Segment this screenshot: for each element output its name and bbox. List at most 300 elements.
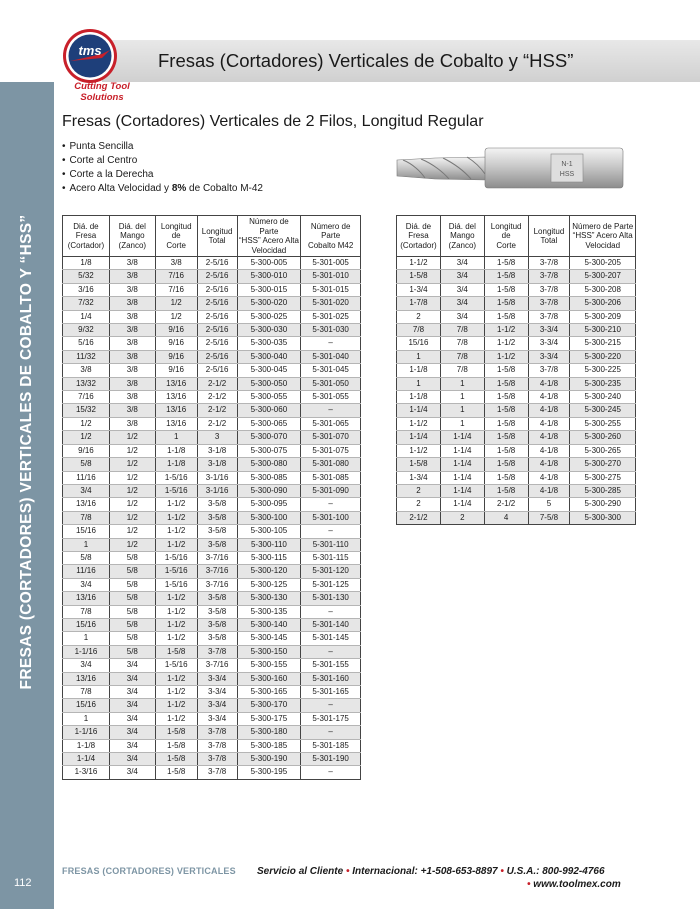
table-cell: 5-301-100 <box>301 511 361 524</box>
table-cell: 5-301-045 <box>301 364 361 377</box>
table-cell: – <box>301 605 361 618</box>
table-cell: 1-1/4 <box>440 444 484 457</box>
table-cell: 3-7/8 <box>197 726 237 739</box>
table-cell: 15/16 <box>397 337 441 350</box>
table-cell: 5-301-190 <box>301 753 361 766</box>
table-cell: 5-300-195 <box>237 766 301 779</box>
table-cell: 5-300-207 <box>570 270 636 283</box>
table-row <box>63 645 361 658</box>
table-cell: – <box>301 525 361 538</box>
table-cell: 1-3/16 <box>63 766 110 779</box>
table-cell: 4 <box>484 511 528 524</box>
column-header: Longitud Total <box>197 216 237 257</box>
table-cell: 5-301-025 <box>301 310 361 323</box>
table-cell: 5-301-115 <box>301 551 361 564</box>
table-cell: 5-300-170 <box>237 699 301 712</box>
table-cell: 9/16 <box>155 337 197 350</box>
table-cell: 3-3/4 <box>197 712 237 725</box>
table-cell: 2 <box>397 498 441 511</box>
table-row <box>397 364 636 377</box>
table-row <box>397 431 636 444</box>
table-cell: 5-301-155 <box>301 659 361 672</box>
table-cell: 1-5/16 <box>155 659 197 672</box>
table-cell: 2-5/16 <box>197 364 237 377</box>
table-row <box>397 270 636 283</box>
table-cell: 5-301-175 <box>301 712 361 725</box>
table-cell: 5-300-090 <box>237 484 301 497</box>
table-row <box>397 444 636 457</box>
table-cell: 15/16 <box>63 525 110 538</box>
footer-contact: Servicio al Cliente • Internacional: +1-508-653-8897 • U.S.A.: 800-992-4766 <box>257 866 605 877</box>
table-cell: 5-300-085 <box>237 471 301 484</box>
table-cell: 2-1/2 <box>197 391 237 404</box>
table-cell: 5-301-075 <box>301 444 361 457</box>
table-row <box>397 471 636 484</box>
table-row <box>397 391 636 404</box>
table-row <box>63 417 361 430</box>
table-cell: 4-1/8 <box>528 404 570 417</box>
sidebar <box>0 82 54 909</box>
table-cell: 1-1/4 <box>440 484 484 497</box>
table-row <box>63 766 361 779</box>
page-title: Fresas (Cortadores) Verticales de Cobalto y “HSS” <box>158 50 574 71</box>
table-cell: 5-300-255 <box>570 417 636 430</box>
table-cell: 1-5/8 <box>155 753 197 766</box>
table-cell: 3-1/8 <box>197 458 237 471</box>
table-cell: 3/4 <box>63 484 110 497</box>
table-row <box>63 659 361 672</box>
table-cell: 1-5/8 <box>484 484 528 497</box>
table-cell: 13/16 <box>155 391 197 404</box>
table-cell: 5-300-025 <box>237 310 301 323</box>
table-cell: 3/8 <box>155 257 197 270</box>
table-cell: 5-301-005 <box>301 257 361 270</box>
table-cell: 5-301-140 <box>301 618 361 631</box>
table-cell: 1-3/4 <box>397 471 441 484</box>
table-row <box>63 404 361 417</box>
table-cell: 5/8 <box>109 618 155 631</box>
table-cell: 1-1/4 <box>440 498 484 511</box>
table-cell: 7/32 <box>63 297 110 310</box>
table-cell: 2-5/16 <box>197 270 237 283</box>
table-cell: 4-1/8 <box>528 431 570 444</box>
table-cell: 5-300-270 <box>570 458 636 471</box>
table-cell: 3/8 <box>109 310 155 323</box>
table-cell: 3-7/8 <box>197 645 237 658</box>
table-cell: 1-1/2 <box>484 324 528 337</box>
table-cell: 3-7/8 <box>528 364 570 377</box>
table-cell: 3-7/8 <box>528 270 570 283</box>
table-cell: 1/2 <box>109 431 155 444</box>
table-cell: 5-301-120 <box>301 565 361 578</box>
table-row <box>63 431 361 444</box>
table-cell: 2-1/2 <box>484 498 528 511</box>
table-cell: 13/16 <box>63 672 110 685</box>
column-header: Longitud de Corte <box>155 216 197 257</box>
table-cell: 9/16 <box>63 444 110 457</box>
table-cell: 5/8 <box>109 565 155 578</box>
table-cell: 7/16 <box>63 391 110 404</box>
table-cell: 3/8 <box>109 337 155 350</box>
table-row <box>63 739 361 752</box>
table-cell: 1 <box>63 538 110 551</box>
table-cell: 5/16 <box>63 337 110 350</box>
table-cell: 3-5/8 <box>197 618 237 631</box>
table-cell: 3-5/8 <box>197 525 237 538</box>
table-row <box>397 404 636 417</box>
table-cell: 1-1/2 <box>484 350 528 363</box>
table-row <box>63 498 361 511</box>
table-cell: – <box>301 404 361 417</box>
table-cell: 3/4 <box>63 578 110 591</box>
table-cell: 5/8 <box>109 592 155 605</box>
table-row <box>397 297 636 310</box>
table-cell: 5-300-290 <box>570 498 636 511</box>
feature-list <box>62 140 263 196</box>
table-cell: 5-300-110 <box>237 538 301 551</box>
table-cell: 1-1/8 <box>155 458 197 471</box>
table-cell: 1-1/2 <box>397 444 441 457</box>
table-cell: 5-300-070 <box>237 431 301 444</box>
table-cell: 3/8 <box>109 377 155 390</box>
table-row <box>63 712 361 725</box>
table-cell: 1 <box>155 431 197 444</box>
column-header: Diá. del Mango (Zanco) <box>109 216 155 257</box>
table-cell: 5-300-125 <box>237 578 301 591</box>
table-row <box>63 350 361 363</box>
table-cell: 1-1/2 <box>155 699 197 712</box>
table-row <box>63 672 361 685</box>
table-cell: 3/16 <box>63 283 110 296</box>
table-cell: 5-300-120 <box>237 565 301 578</box>
website-link[interactable]: www.toolmex.com <box>533 879 621 890</box>
table-row <box>63 257 361 270</box>
table-cell: 4-1/8 <box>528 377 570 390</box>
table-cell: 5/8 <box>109 605 155 618</box>
table-cell: 5/8 <box>109 645 155 658</box>
column-header: Diá. de Fresa (Cortador) <box>63 216 110 257</box>
table-cell: 3-7/16 <box>197 565 237 578</box>
table-cell: 5-300-260 <box>570 431 636 444</box>
right-spec-table <box>396 215 636 525</box>
table-cell: 5-301-050 <box>301 377 361 390</box>
table-cell: 2 <box>397 310 441 323</box>
table-cell: 1-1/2 <box>155 605 197 618</box>
table-cell: 3/4 <box>109 766 155 779</box>
table-row <box>63 565 361 578</box>
table-cell: 13/32 <box>63 377 110 390</box>
table-cell: 2-5/16 <box>197 297 237 310</box>
table-cell: 3-5/8 <box>197 511 237 524</box>
table-cell: 5-300-265 <box>570 444 636 457</box>
table-cell: 5/8 <box>109 551 155 564</box>
page-number: 112 <box>14 877 32 889</box>
table-cell: 3/4 <box>440 257 484 270</box>
table-cell: 2-5/16 <box>197 324 237 337</box>
table-cell: 4-1/8 <box>528 391 570 404</box>
table-cell: 5-300-140 <box>237 618 301 631</box>
table-cell: 3-7/8 <box>528 310 570 323</box>
table-cell: 5-301-065 <box>301 417 361 430</box>
table-cell: 5-300-030 <box>237 324 301 337</box>
table-cell: 7/8 <box>440 350 484 363</box>
table-cell: 3/4 <box>109 726 155 739</box>
table-row <box>63 364 361 377</box>
table-cell: 5-300-055 <box>237 391 301 404</box>
table-cell: 5-301-145 <box>301 632 361 645</box>
table-cell: 3/8 <box>109 364 155 377</box>
table-cell: 3-5/8 <box>197 538 237 551</box>
table-row <box>63 632 361 645</box>
table-cell: 5-300-095 <box>237 498 301 511</box>
table-cell: 5-300-105 <box>237 525 301 538</box>
table-cell: 1-5/8 <box>155 726 197 739</box>
column-header: Longitud Total <box>528 216 570 257</box>
table-cell: 5-300-160 <box>237 672 301 685</box>
table-row <box>63 297 361 310</box>
table-cell: 9/32 <box>63 324 110 337</box>
table-cell: 15/32 <box>63 404 110 417</box>
table-cell: – <box>301 498 361 511</box>
table-cell: 2-5/16 <box>197 350 237 363</box>
table-cell: 1/2 <box>63 431 110 444</box>
table-cell: 1-7/8 <box>397 297 441 310</box>
table-cell: 7/8 <box>440 337 484 350</box>
table-cell: 1-1/2 <box>155 632 197 645</box>
table-cell: 3-7/8 <box>197 739 237 752</box>
table-cell: 5-301-015 <box>301 283 361 296</box>
table-cell: 4-1/8 <box>528 417 570 430</box>
table-cell: 3-3/4 <box>528 350 570 363</box>
table-cell: 1/2 <box>63 417 110 430</box>
table-cell: 1-1/2 <box>155 592 197 605</box>
table-cell: 5-301-185 <box>301 739 361 752</box>
table-row <box>397 498 636 511</box>
table-row <box>63 686 361 699</box>
table-cell: 1/8 <box>63 257 110 270</box>
table-cell: 2-5/16 <box>197 337 237 350</box>
table-cell: 1-5/8 <box>484 417 528 430</box>
table-cell: 5-300-175 <box>237 712 301 725</box>
table-cell: 1-1/16 <box>63 726 110 739</box>
table-cell: 1/2 <box>109 498 155 511</box>
table-cell: 3-7/8 <box>197 753 237 766</box>
logo-tagline: Cutting Tool Solutions <box>74 81 130 103</box>
table-cell: 5-300-020 <box>237 297 301 310</box>
table-cell: 3-3/4 <box>528 337 570 350</box>
table-cell: 1-1/4 <box>63 753 110 766</box>
table-cell: 3-7/8 <box>528 297 570 310</box>
table-cell: 1-1/16 <box>63 645 110 658</box>
table-cell: 3-1/16 <box>197 471 237 484</box>
table-cell: 5-300-220 <box>570 350 636 363</box>
table-row <box>397 283 636 296</box>
table-cell: 5-300-050 <box>237 377 301 390</box>
table-cell: 9/16 <box>155 350 197 363</box>
table-cell: 1-5/8 <box>155 645 197 658</box>
table-cell: 3-7/8 <box>197 766 237 779</box>
footer-section-label: FRESAS (CORTADORES) VERTICALES <box>62 866 236 876</box>
table-cell: 5-300-285 <box>570 484 636 497</box>
table-cell: 2 <box>397 484 441 497</box>
table-cell: 5-300-235 <box>570 377 636 390</box>
table-cell: 5-301-085 <box>301 471 361 484</box>
table-cell: 5-300-165 <box>237 686 301 699</box>
table-cell: 5-300-035 <box>237 337 301 350</box>
table-cell: 2 <box>440 511 484 524</box>
table-cell: 1-1/4 <box>440 431 484 444</box>
table-cell: 2-5/16 <box>197 283 237 296</box>
table-cell: 3/8 <box>109 270 155 283</box>
table-cell: 1-1/2 <box>155 618 197 631</box>
table-cell: 3/4 <box>109 753 155 766</box>
table-cell: 3-3/4 <box>197 699 237 712</box>
table-cell: 5-300-300 <box>570 511 636 524</box>
table-row <box>63 377 361 390</box>
table-cell: 1-5/16 <box>155 578 197 591</box>
table-cell: 2-1/2 <box>197 404 237 417</box>
table-cell: 5-300-206 <box>570 297 636 310</box>
table-cell: 3/4 <box>440 310 484 323</box>
table-cell: 15/16 <box>63 618 110 631</box>
table-cell: 7/16 <box>155 283 197 296</box>
sidebar-label: FRESAS (CORTADORES) VERTICALES DE COBALTO Y “HSS” <box>18 214 35 690</box>
table-cell: 5-300-190 <box>237 753 301 766</box>
table-cell: 5-300-135 <box>237 605 301 618</box>
table-cell: 5-300-240 <box>570 391 636 404</box>
table-cell: 5/8 <box>63 551 110 564</box>
table-cell: 5-301-165 <box>301 686 361 699</box>
table-row <box>63 699 361 712</box>
table-cell: 3-7/16 <box>197 578 237 591</box>
table-cell: 1-5/16 <box>155 551 197 564</box>
table-cell: 1 <box>397 350 441 363</box>
table-cell: 1-1/2 <box>397 417 441 430</box>
table-cell: 5-301-125 <box>301 578 361 591</box>
table-cell: 3/4 <box>109 699 155 712</box>
table-cell: 3/8 <box>109 350 155 363</box>
table-row <box>397 484 636 497</box>
table-cell: 3/8 <box>109 404 155 417</box>
table-cell: 3/4 <box>109 672 155 685</box>
table-cell: 5-300-225 <box>570 364 636 377</box>
table-cell: 3-7/8 <box>528 283 570 296</box>
table-cell: 3/4 <box>109 686 155 699</box>
table-cell: 5-301-040 <box>301 350 361 363</box>
table-cell: 1-5/8 <box>484 364 528 377</box>
table-cell: 13/16 <box>155 377 197 390</box>
table-cell: 3-5/8 <box>197 632 237 645</box>
section-subtitle: Fresas (Cortadores) Verticales de 2 Filos, Longitud Regular <box>62 113 484 130</box>
table-cell: 1-1/2 <box>397 257 441 270</box>
table-cell: 4-1/8 <box>528 471 570 484</box>
table-cell: 1/4 <box>63 310 110 323</box>
table-cell: 5/8 <box>63 458 110 471</box>
table-cell: 1 <box>440 377 484 390</box>
table-cell: 1/2 <box>155 310 197 323</box>
column-header: Número de Parte “HSS” Acero Alta Velocidad <box>570 216 636 257</box>
table-cell: 2-1/2 <box>197 377 237 390</box>
table-cell: 13/16 <box>155 417 197 430</box>
table-cell: 3-7/16 <box>197 659 237 672</box>
table-cell: 3-7/8 <box>528 257 570 270</box>
feature-item: • Acero Alta Velocidad y 8% de Cobalto M-42 <box>62 182 263 196</box>
table-cell: 3/8 <box>109 257 155 270</box>
table-cell: 5-300-208 <box>570 283 636 296</box>
table-row <box>63 310 361 323</box>
table-cell: 1-5/8 <box>484 471 528 484</box>
table-cell: – <box>301 726 361 739</box>
table-cell: 5-301-030 <box>301 324 361 337</box>
table-cell: 2-1/2 <box>397 511 441 524</box>
table-cell: 5-301-130 <box>301 592 361 605</box>
table-cell: 1 <box>440 417 484 430</box>
table-cell: 5-301-055 <box>301 391 361 404</box>
table-cell: 5-300-245 <box>570 404 636 417</box>
table-row <box>397 511 636 524</box>
table-cell: 5-300-130 <box>237 592 301 605</box>
feature-item: • Punta Sencilla <box>62 140 263 154</box>
table-cell: 3/8 <box>109 324 155 337</box>
table-row <box>63 525 361 538</box>
table-cell: 1/2 <box>109 538 155 551</box>
table-row <box>63 753 361 766</box>
table-cell: 4-1/8 <box>528 458 570 471</box>
column-header: Número de Parte “HSS” Acero Alta Velocidad <box>238 217 299 255</box>
column-header: Número de Parte Cobalto M42 <box>301 216 361 257</box>
table-cell: 1-5/8 <box>484 431 528 444</box>
table-cell: 1-5/8 <box>484 404 528 417</box>
table-cell: 1-1/2 <box>155 511 197 524</box>
table-cell: 5-300-005 <box>237 257 301 270</box>
table-cell: 3-1/16 <box>197 484 237 497</box>
table-cell: 3-5/8 <box>197 592 237 605</box>
table-cell: 3-7/16 <box>197 551 237 564</box>
table-cell: 1-3/4 <box>397 283 441 296</box>
table-cell: 1-5/8 <box>484 444 528 457</box>
table-cell: 3/4 <box>109 712 155 725</box>
table-cell: 1-5/8 <box>484 377 528 390</box>
table-cell: 5-301-160 <box>301 672 361 685</box>
table-cell: 3/8 <box>109 283 155 296</box>
tool-marking: N-1 <box>561 161 573 168</box>
table-cell: 7/8 <box>63 605 110 618</box>
table-cell: 5/8 <box>109 578 155 591</box>
table-cell: 1-5/8 <box>484 297 528 310</box>
table-cell: 9/16 <box>155 364 197 377</box>
tms-logo <box>62 28 118 84</box>
table-cell: 3-3/4 <box>197 672 237 685</box>
table-cell: 2-1/2 <box>197 417 237 430</box>
table-cell: 3-5/8 <box>197 498 237 511</box>
table-cell: 1/2 <box>109 511 155 524</box>
table-cell: 5-300-145 <box>237 632 301 645</box>
table-cell: 1-5/16 <box>155 484 197 497</box>
table-cell: 1-1/4 <box>397 431 441 444</box>
table-cell: 1-1/2 <box>484 337 528 350</box>
table-cell: 1-5/16 <box>155 471 197 484</box>
table-row <box>397 337 636 350</box>
table-row <box>397 350 636 363</box>
table-cell: 5-301-080 <box>301 458 361 471</box>
table-cell: 1 <box>440 404 484 417</box>
table-cell: 1 <box>63 632 110 645</box>
table-cell: 7/8 <box>440 324 484 337</box>
table-row <box>63 337 361 350</box>
table-cell: – <box>301 645 361 658</box>
table-cell: 1-1/8 <box>397 364 441 377</box>
table-cell: – <box>301 699 361 712</box>
